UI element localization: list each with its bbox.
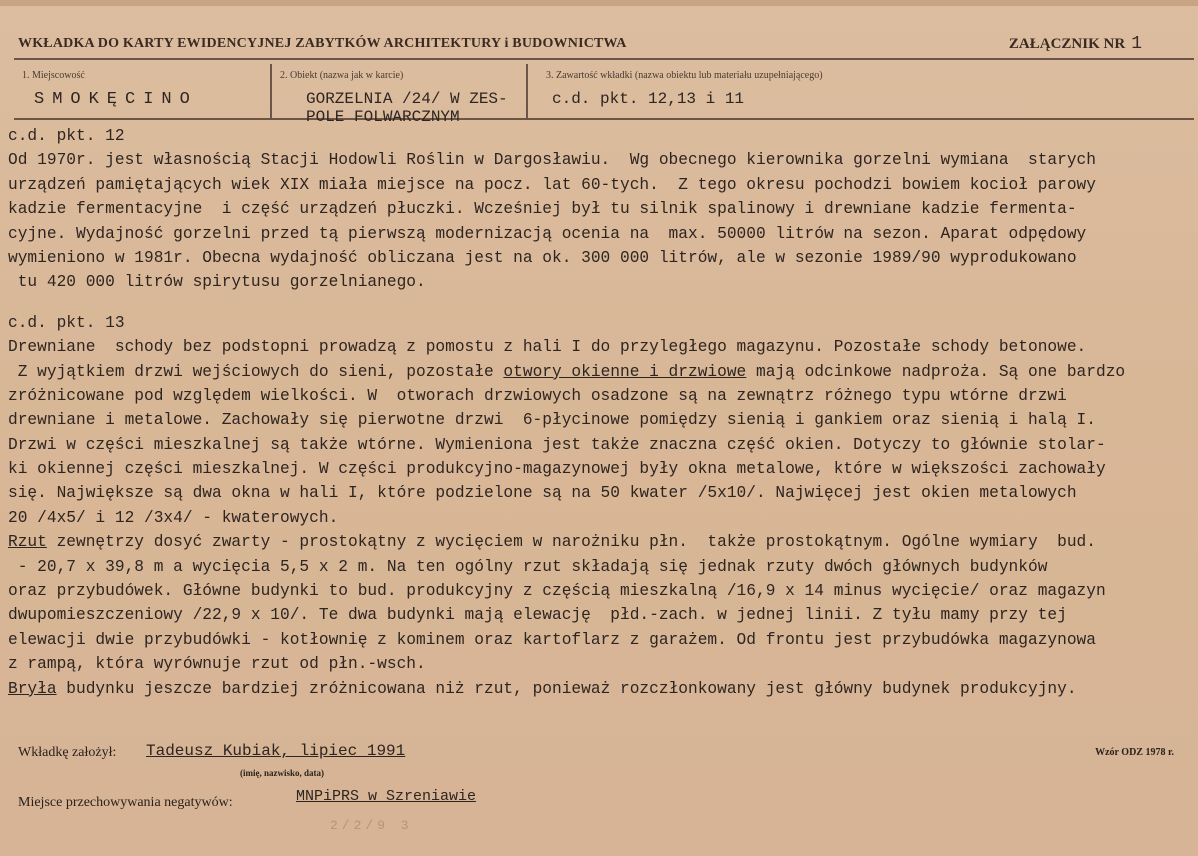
body-line: oraz przybudówek. Główne budynki to bud. produkcyjny z częścią mieszkalną /16,9 x 14 minus wycięcie/ oraz magazyn	[8, 582, 1106, 601]
form-reference: Wzór ODZ 1978 r.	[1095, 747, 1174, 758]
body-line: Drzwi w części mieszkalnej są także wtórne. Wymieniona jest także znaczna część okien. Dotyczy to głównie stolar-	[8, 435, 1106, 454]
field-divider-1	[270, 64, 272, 120]
body-line: Drewniane schody bez podstopni prowadzą z pomostu z hali I do przyległego magazynu. Pozostałe schody betonowe.	[8, 338, 1087, 357]
body-line	[8, 360, 1194, 384]
body-line: dwupomieszczeniowy /22,9 x 10/. Te dwa budynki mają elewację płd.-zach. w jednej linii. Z tyłu mamy przy tej	[8, 606, 1067, 625]
body-line: 20 /4x5/ i 12 /3x4/ - kwaterowych.	[8, 508, 339, 527]
body-text-span: Z wyjątkiem drzwi wejściowych do sieni, pozostałe	[8, 362, 504, 381]
body-line: wymieniono w 1981r. Obecna wydajność obliczana jest na ok. 300 000 litrów, ale w sezonie 1989/90 wyprodukowano	[8, 248, 1077, 267]
body-line: urządzeń pamiętających wiek XIX miała miejsce na pocz. lat 60-tych. Z tego okresu pochodzi bowiem kocioł parowy	[8, 175, 1096, 194]
founder-label: Wkładkę założył:	[18, 745, 117, 760]
body-line: kadzie fermentacyjne i część urządzeń płuczki. Wcześniej był tu silnik spalinowy i drewniane kadzie fermenta-	[8, 200, 1077, 219]
body-line: zróżnicowane pod względem wielkości. W otworach drzwiowych osadzone są na zewnątrz różnego typu wtórne drzwi	[8, 386, 1067, 405]
underlined-bryla: Bryła	[8, 679, 57, 698]
underlined-rzut: Rzut	[8, 533, 47, 552]
fields-divider	[14, 118, 1194, 120]
body-line	[8, 677, 1194, 701]
body-line: się. Największe są dwa okna w hali I, które podzielone są na 50 kwater /5x10/. Najwięcej jest okien metalowych	[8, 484, 1077, 503]
header-divider	[14, 58, 1194, 60]
body-text-span: mają odcinkowe nadproża. Są one bardzo	[746, 362, 1126, 381]
field-object-line-1: GORZELNIA /24/ W ZES-	[306, 90, 508, 108]
body-line: drewniane i metalowe. Zachowały się pierwotne drzwi 6-płycinowe pomiędzy sienią i gankiem oraz sienią i halą I.	[8, 411, 1096, 430]
field-object-label: 2. Obiekt (nazwa jak w karcie)	[280, 70, 404, 81]
body-line: tu 420 000 litrów spirytusu gorzelnianego.	[8, 273, 426, 292]
field-contents-value: c.d. pkt. 12,13 i 11	[552, 90, 745, 108]
field-locality-label: 1. Miejscowość	[22, 70, 85, 81]
body-line: cyjne. Wydajność gorzelni przed tą pierwszą modernizacją ocenia na max. 50000 litrów na sezon. Aparat odpędowy	[8, 224, 1087, 243]
attachment-label: ZAŁĄCZNIK NR	[1008, 36, 1126, 52]
field-locality-value: SMOKĘCINO	[34, 90, 198, 109]
body-line: - 20,7 x 39,8 m a wycięcia 5,5 x 2 m. Na ten ogólny rzut składają się jednak rzuty dwóch głównych budynków	[8, 557, 1048, 576]
section-heading-13: c.d. pkt. 13	[8, 313, 125, 332]
field-divider-2	[526, 64, 528, 120]
field-object-value	[306, 90, 516, 126]
founder-hint: (imię, nazwisko, data)	[240, 768, 324, 778]
body-line: c.d. pkt. 12	[8, 127, 125, 145]
negatives-label: Miejsce przechowywania negatywów:	[18, 795, 233, 810]
body-line: elewacji dwie przybudówki - kotłownię z kominem oraz kartoflarz z garażem. Od frontu jest przybudówka magazynowa	[8, 630, 1096, 649]
card-title: WKŁADKA DO KARTY EWIDENCYJNEJ ZABYTKÓW ARCHITEKTURY i BUDOWNICTWA	[18, 36, 627, 51]
typed-body	[8, 124, 1194, 701]
field-object-line-2: POLE FOLWARCZNYM	[306, 108, 460, 126]
attachment-value: 1	[1131, 34, 1142, 54]
attachment-number	[1009, 34, 1142, 54]
underlined-openings: otwory okienne i drzwiowe	[503, 362, 747, 381]
field-contents-label: 3. Zawartość wkładki (nazwa obiektu lub materiału uzupełniającego)	[546, 70, 823, 81]
body-line	[8, 530, 1194, 554]
top-edge	[0, 0, 1198, 6]
body-line: ki okiennej części mieszkalnej. W części produkcyjno-magazynowej były okna metalowe, które w większości zachowały	[8, 460, 1106, 479]
body-text-span: zewnętrzy dosyć zwarty - prostokątny z wycięciem w narożniku płn. także prostokątnym. Ogólne wymiary bud.	[46, 533, 1096, 552]
body-line: Od 1970r. jest własnością Stacji Hodowli Roślin w Dargosławiu. Wg obecnego kierownika gorzelni wymiana starych	[8, 151, 1096, 170]
faint-stamp: 2/2/9 3	[330, 818, 413, 833]
founder-value: Tadeusz Kubiak, lipiec 1991	[146, 742, 406, 760]
negatives-value: MNPiPRS w Szreniawie	[296, 788, 477, 805]
paragraph-gap	[8, 295, 1194, 311]
body-line: z rampą, która wyrównuje rzut od płn.-wsch.	[8, 655, 426, 674]
body-text-span: budynku jeszcze bardziej zróżnicowana niż rzut, ponieważ rozczłonkowany jest główny budynek produkcyjny.	[56, 679, 1077, 698]
